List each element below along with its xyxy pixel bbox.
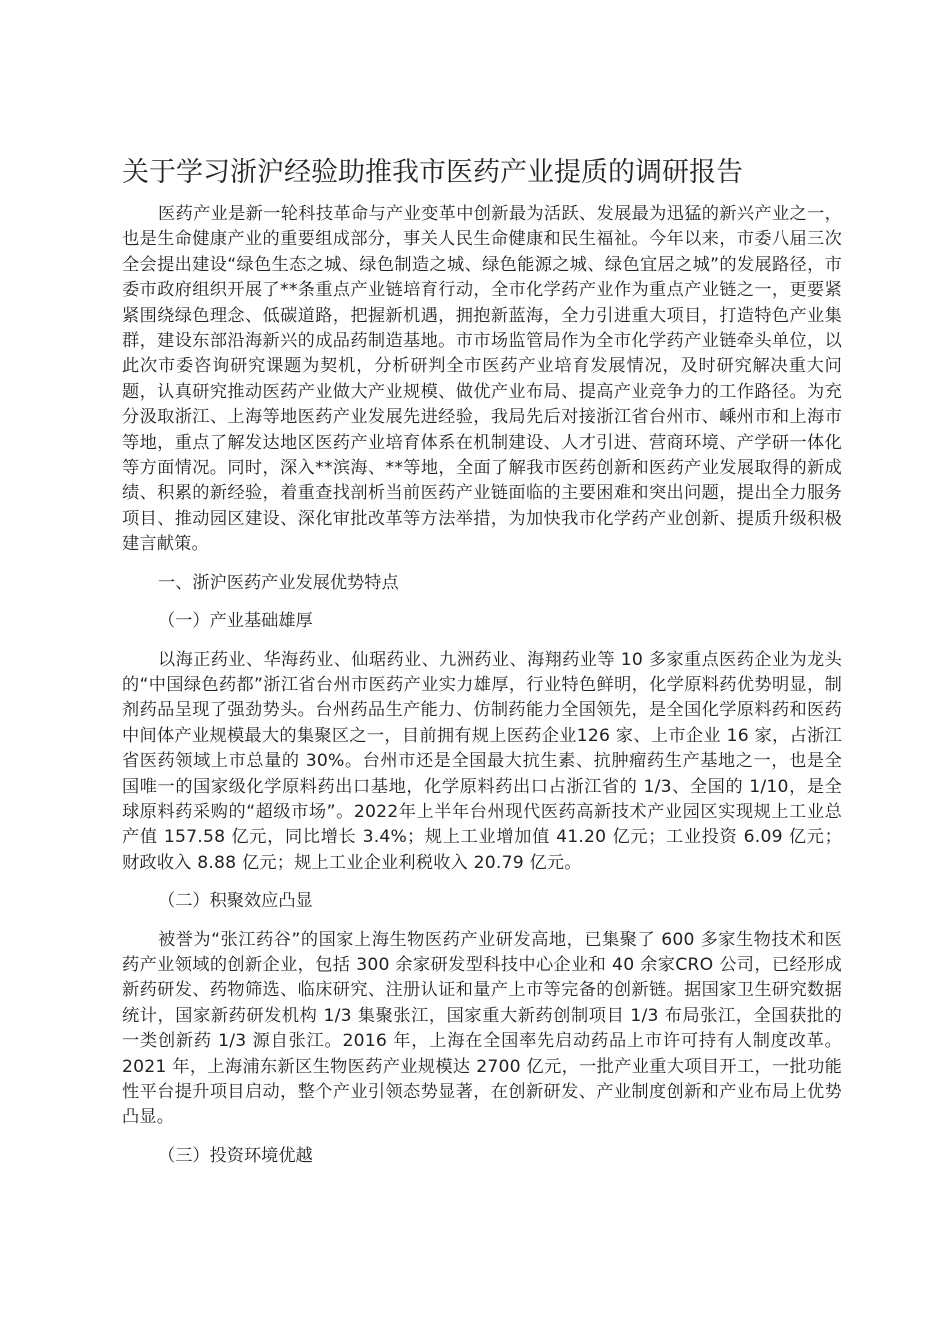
body-paragraph: 以海正药业、华海药业、仙琚药业、九洲药业、海翔药业等 10 多家重点医药企业为龙头的“中国绿色药都”浙江省台州市医药产业实力雄厚，行业特色鲜明，化学原料药优势明显，制剂药品呈现了强劲势头。台州药品生产能力、仿制药能力全国领先，是全国化学原料药和医药中间体产业规模最大的集聚区之一，目前拥有规上医药企业126 家、上市企业 16 家，占浙江省医药领域上市总量的 30%。台州市还是全国最大抗生素、抗肿瘤药生产基地之一，也是全国唯一的国家级化学原料药出口基地，化学原料药出口占浙江省的 1/3、全国的 1/10，是全球原料药采购的“超级市场”。2022年上半年台州现代医药高新技术产业园区实现规上工业总产值 157.58 亿元，同比增长 3.4%；规上工业增加值 41.20 亿元；工业投资 6.09 亿元；财政收入 8.88 亿元；规上工业企业利税收入 20.79 亿元。	[122, 649, 842, 873]
section-heading: 一、浙沪医药产业发展优势特点	[158, 572, 399, 593]
subsection-heading: （三）投资环境优越	[158, 1145, 313, 1166]
body-paragraph: 被誉为“张江药谷”的国家上海生物医药产业研发高地，已集聚了 600 多家生物技术和医药产业领域的创新企业，包括 300 余家研发型科技中心企业和 40 余家CRO 公司，已经形成新药研发、药物筛选、临床研究、注册认证和量产上市等完备的创新链。据国家卫生研究数据统计，国家新药研发机构 1/3 集聚张江，国家重大新药创制项目 1/3 布局张江，全国获批的一类创新药 1/3 源自张江。2016 年，上海在全国率先启动药品上市许可持有人制度改革。2021 年，上海浦东新区生物医药产业规模达 2700 亿元，一批产业重大项目开工，一批功能性平台提升项目启动，整个产业引领态势显著，在创新研发、产业制度创新和产业布局上优势凸显。	[122, 929, 842, 1128]
intro-paragraph: 医药产业是新一轮科技革命与产业变革中创新最为活跃、发展最为迅猛的新兴产业之一，也是生命健康产业的重要组成部分，事关人民生命健康和民生福祉。今年以来，市委八届三次全会提出建设“绿色生态之城、绿色制造之城、绿色能源之城、绿色宜居之城”的发展路径，市委市政府组织开展了**条重点产业链培育行动，全市化学药产业作为重点产业链之一，更要紧紧围绕绿色理念、低碳道路，把握新机遇，拥抱新蓝海，全力引进重大项目，打造特色产业集群，建设东部沿海新兴的成品药制造基地。市市场监管局作为全市化学药产业链牵头单位，以此次市委咨询研究课题为契机，分析研判全市医药产业培育发展情况，及时研究解决重大问题，认真研究推动医药产业做大产业规模、做优产业布局、提高产业竞争力的工作路径。为充分汲取浙江、上海等地医药产业发展先进经验，我局先后对接浙江省台州市、嵊州市和上海市等地，重点了解发达地区医药产业培育体系在机制建设、人才引进、营商环境、产学研一体化等方面情况。同时，深入**滨海、**等地，全面了解我市医药创新和医药产业发展取得的新成绩、积累的新经验，着重查找剖析当前医药产业链面临的主要困难和突出问题，提出全力服务项目、推动园区建设、深化审批改革等方法举措，为加快我市化学药产业创新、提质升级积极建言献策。	[122, 204, 842, 555]
document-title: 关于学习浙沪经验助推我市医药产业提质的调研报告	[122, 157, 743, 188]
subsection-heading: （二）积聚效应凸显	[158, 891, 313, 912]
subsection-heading: （一）产业基础雄厚	[158, 611, 313, 632]
document-page	[122, 150, 842, 1182]
